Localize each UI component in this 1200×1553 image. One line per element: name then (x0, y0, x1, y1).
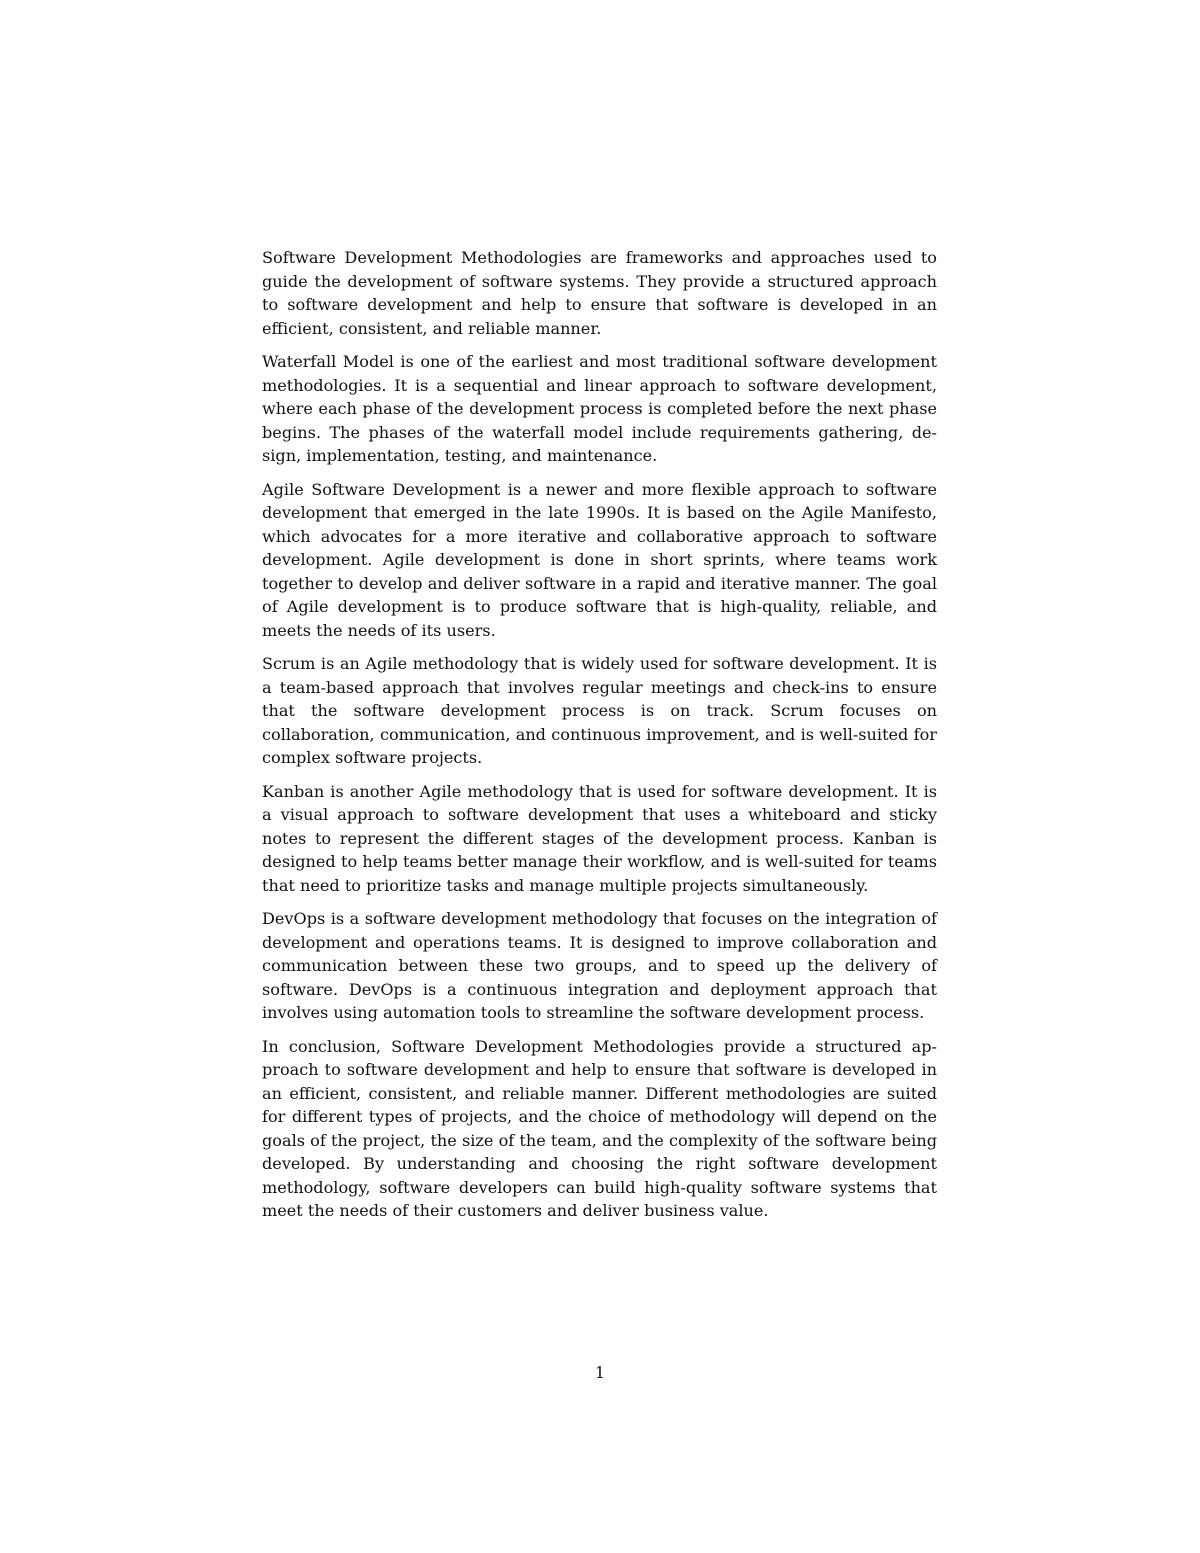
paragraph-agile-development: Agile Software Development is a newer and more flexible approach to software development that emerged in the late 1990s. It is based on the Agile Manifesto, which advocates for a more iterative and collaborative approach to software development. Agile development is done in short sprints, where teams work together to develop and deliver software in a rapid and iterative manner. The goal of Agile development is to produce software that is high-quality, reliable, and meets the needs of its users. (262, 479, 937, 640)
paragraph-introduction: Software Development Methodologies are frameworks and approaches used to guide the development of software systems. They provide a structured approach to software development and help to ensure that software is developed in an efficient, consistent, and reliable manner. (262, 248, 937, 338)
paragraph-devops: DevOps is a software development methodology that focuses on the integration of development and operations teams. It is designed to improve collaboration and communication between these two groups, and to speed up the delivery of software. DevOps is a continuous integration and deployment approach that involves using automation tools to streamline the software development process. (262, 909, 937, 1022)
paragraph-conclusion: In conclusion, Software Development Methodologies provide a structured approach to software development and help to ensure that software is developed in an efficient, consistent, and reliable manner. Different methodologies are suited for different types of projects, and the choice of methodology will depend on the goals of the project, the size of the team, and the complexity of the software being developed. By understanding and choosing the right software development methodology, software developers can build high-quality software systems that meet the needs of their customers and deliver business value. (262, 1036, 937, 1220)
paragraph-kanban: Kanban is another Agile methodology that is used for software development. It is a visual approach to software development that uses a whiteboard and sticky notes to represent the different stages of the development process. Kanban is designed to help teams better manage their workflow, and is well-suited for teams that need to prioritize tasks and manage multiple projects simultaneously. (262, 781, 937, 895)
page-number: 1 (594, 1363, 606, 1382)
document-body (262, 246, 937, 1233)
paragraph-waterfall-model: Waterfall Model is one of the earliest and most traditional software development methodologies. It is a sequential and linear approach to software development, where each phase of the development process is completed before the next phase begins. The phases of the waterfall model include requirements gathering, design, implementation, testing, and maintenance. (262, 352, 937, 465)
paragraph-scrum: Scrum is an Agile methodology that is widely used for software development. It is a team-based approach that involves regular meetings and check-ins to ensure that the software development process is on track. Scrum focuses on collaboration, communication, and continuous improvement, and is well-suited for complex software projects. (262, 654, 937, 767)
